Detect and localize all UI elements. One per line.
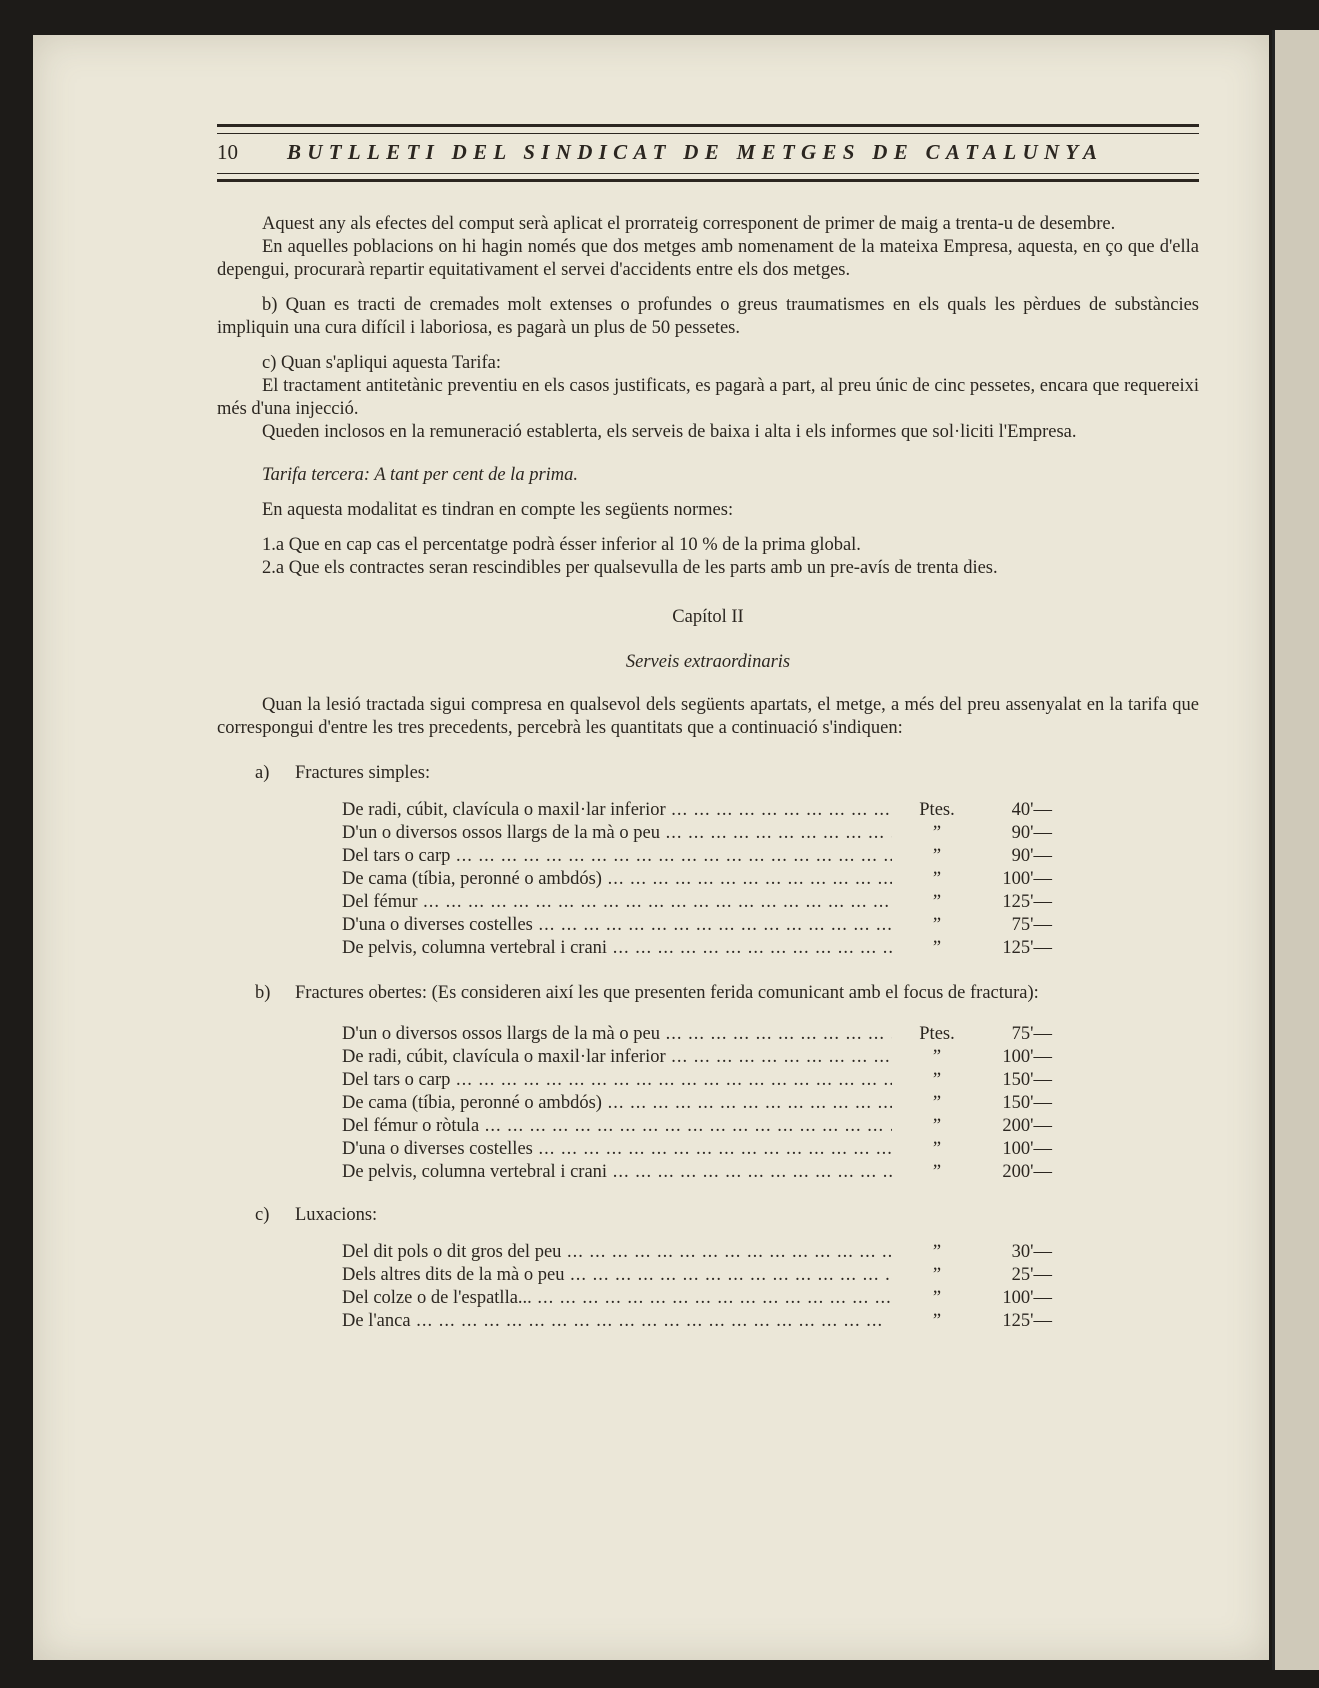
- fee-unit: ”: [932, 892, 942, 912]
- fee-description: D'una o diverses costelles ... .: [342, 914, 892, 937]
- fee-row: [342, 822, 1062, 845]
- fee-unit: ”: [932, 1070, 942, 1090]
- fee-amount: 200'—: [1002, 1116, 1052, 1136]
- fee-unit: ”: [932, 1139, 942, 1159]
- fee-row: [342, 845, 1062, 868]
- fee-description: De pelvis, columna vertebral i crani ... .: [342, 1161, 892, 1184]
- fee-amount: 75'—: [1011, 915, 1052, 935]
- paragraph: En aquelles poblacions on hi hagin només que dos metges amb nomenament de la mateixa Empresa, aquesta, en ço que d'ella depengui, procurarà repartir equitativament el servei d'accidents entre els dos metges.: [217, 237, 1199, 280]
- fee-amount: 150'—: [1002, 1070, 1052, 1090]
- fee-description: D'una o diverses costelles ... .: [342, 1138, 892, 1161]
- fee-row: [342, 1023, 1062, 1046]
- fee-amount: 30'—: [1011, 1242, 1052, 1262]
- fee-unit: ”: [932, 823, 942, 843]
- paragraph: b) Quan es tracti de cremades molt extenses o profundes o greus traumatismes en els quals les pèrdues de substàncies impliquin una cura difícil i laboriosa, es pagarà un plus de 50 pessetes.: [217, 295, 1199, 338]
- fee-unit: ”: [932, 1116, 942, 1136]
- running-header: [217, 137, 1199, 167]
- paragraph: Aquest any als efectes del comput serà aplicat el prorrateig corresponent de primer de maig a trenta-u de desembre.: [262, 214, 1116, 234]
- paragraph: Quan la lesió tractada sigui compresa en qualsevol dels següents apartats, el metge, a més del preu assenyalat en la tarifa que correspongui d'entre les tres precedents, percebrà les quantitats que a continuació s'indiquen:: [217, 695, 1199, 738]
- fee-amount: 100'—: [1002, 1288, 1052, 1308]
- numbered-norm: 2.a Que els contractes seran rescindibles per qualsevulla de les parts amb un pre-avís de trenta dies.: [262, 558, 998, 578]
- section-a-heading: a) Fractures simples:: [255, 763, 431, 783]
- fee-row: [342, 1138, 1062, 1161]
- section-b-heading: b) Fractures obertes: (Es consideren així les que presenten ferida comunicant amb el focus de fractura):: [255, 983, 1039, 1003]
- section-c-heading: c) Luxacions:: [255, 1205, 378, 1225]
- fee-description: De radi, cúbit, clavícula o maxil·lar inferior ... .: [342, 1046, 892, 1069]
- page-body: [217, 213, 1199, 1333]
- fee-amount: 90'—: [1011, 846, 1052, 866]
- fee-row: [342, 1046, 1062, 1069]
- fee-row: [342, 937, 1062, 960]
- fee-unit: ”: [932, 915, 942, 935]
- fee-description: De cama (tíbia, peronné o ambdós) ... .: [342, 868, 892, 891]
- fee-table-b: [342, 1023, 1062, 1184]
- fee-row: [342, 1310, 1062, 1333]
- paragraph: c) Quan s'apliqui aquesta Tarifa:: [262, 353, 502, 373]
- fee-amount: 100'—: [1002, 869, 1052, 889]
- fee-table-c: [342, 1241, 1062, 1333]
- fee-unit: Ptes.: [919, 800, 955, 820]
- fee-amount: 100'—: [1002, 1047, 1052, 1067]
- page-number: 10: [217, 139, 238, 164]
- tariff-heading: Tarifa tercera: A tant per cent de la prima.: [262, 465, 579, 485]
- fee-amount: 100'—: [1002, 1139, 1052, 1159]
- fee-amount: 25'—: [1011, 1265, 1052, 1285]
- fee-amount: 125'—: [1002, 892, 1052, 912]
- fee-description: De radi, cúbit, clavícula o maxil·lar inferior ... .: [342, 799, 892, 822]
- fee-description: D'un o diversos ossos llargs de la mà o peu ... .: [342, 822, 892, 845]
- fee-description: Del fémur o ròtula ... .: [342, 1115, 892, 1138]
- fee-amount: 40'—: [1011, 800, 1052, 820]
- fee-amount: 75'—: [1011, 1024, 1052, 1044]
- fee-row: [342, 914, 1062, 937]
- header-rule-top: [217, 124, 1199, 134]
- fee-row: [342, 1241, 1062, 1264]
- fee-unit: ”: [932, 1093, 942, 1113]
- fee-row: [342, 1069, 1062, 1092]
- fee-unit: ”: [932, 1265, 942, 1285]
- fee-row: [342, 891, 1062, 914]
- fee-unit: ”: [932, 1311, 942, 1331]
- numbered-norm: 1.a Que en cap cas el percentatge podrà ésser inferior al 10 % de la prima global.: [262, 535, 861, 555]
- fee-unit: ”: [932, 1242, 942, 1262]
- fee-description: Del colze o de l'espatlla... ... .: [342, 1287, 892, 1310]
- fee-table-a: [342, 799, 1062, 960]
- fee-description: Del dit pols o dit gros del peu ... .: [342, 1241, 892, 1264]
- fee-amount: 125'—: [1002, 1311, 1052, 1331]
- fee-row: [342, 799, 1062, 822]
- fee-description: Dels altres dits de la mà o peu ... .: [342, 1264, 892, 1287]
- fee-amount: 150'—: [1002, 1093, 1052, 1113]
- document-page: [33, 35, 1269, 1660]
- fee-description: Del tars o carp ... .: [342, 1069, 892, 1092]
- fee-description: D'un o diversos ossos llargs de la mà o peu ... .: [342, 1023, 892, 1046]
- header-rule-bottom: [217, 173, 1199, 182]
- fee-unit: ”: [932, 1162, 942, 1182]
- fee-unit: ”: [932, 869, 942, 889]
- fee-unit: ”: [932, 1288, 942, 1308]
- fee-description: De cama (tíbia, peronné o ambdós) ... .: [342, 1092, 892, 1115]
- fee-unit: ”: [932, 938, 942, 958]
- fee-description: De pelvis, columna vertebral i crani ... .: [342, 937, 892, 960]
- fee-amount: 125'—: [1002, 938, 1052, 958]
- fee-row: [342, 1287, 1062, 1310]
- fee-row: [342, 1264, 1062, 1287]
- fee-description: De l'anca ... .: [342, 1310, 892, 1333]
- paragraph: Queden inclosos en la remuneració establerta, els serveis de baixa i alta i els informes que sol·liciti l'Empresa.: [262, 422, 1077, 442]
- chapter-title: Capítol II: [672, 607, 744, 627]
- fee-row: [342, 868, 1062, 891]
- fee-unit: ”: [932, 846, 942, 866]
- fee-unit: Ptes.: [919, 1024, 955, 1044]
- fee-description: Del fémur ... .: [342, 891, 892, 914]
- journal-title: BUTLLETI DEL SINDICAT DE METGES DE CATALUNYA: [287, 139, 1104, 164]
- fee-amount: 90'—: [1011, 823, 1052, 843]
- fee-description: Del tars o carp ... .: [342, 845, 892, 868]
- fee-row: [342, 1092, 1062, 1115]
- adjacent-page-edge: [1272, 30, 1319, 1670]
- fee-unit: ”: [932, 1047, 942, 1067]
- fee-row: [342, 1115, 1062, 1138]
- chapter-subtitle: Serveis extraordinaris: [625, 652, 791, 672]
- fee-row: [342, 1161, 1062, 1184]
- paragraph: El tractament antitetànic preventiu en els casos justificats, es pagarà a part, al preu únic de cinc pessetes, encara que requereixi més d'una injecció.: [217, 376, 1199, 419]
- fee-amount: 200'—: [1002, 1162, 1052, 1182]
- paragraph: En aquesta modalitat es tindran en compte les següents normes:: [262, 500, 734, 520]
